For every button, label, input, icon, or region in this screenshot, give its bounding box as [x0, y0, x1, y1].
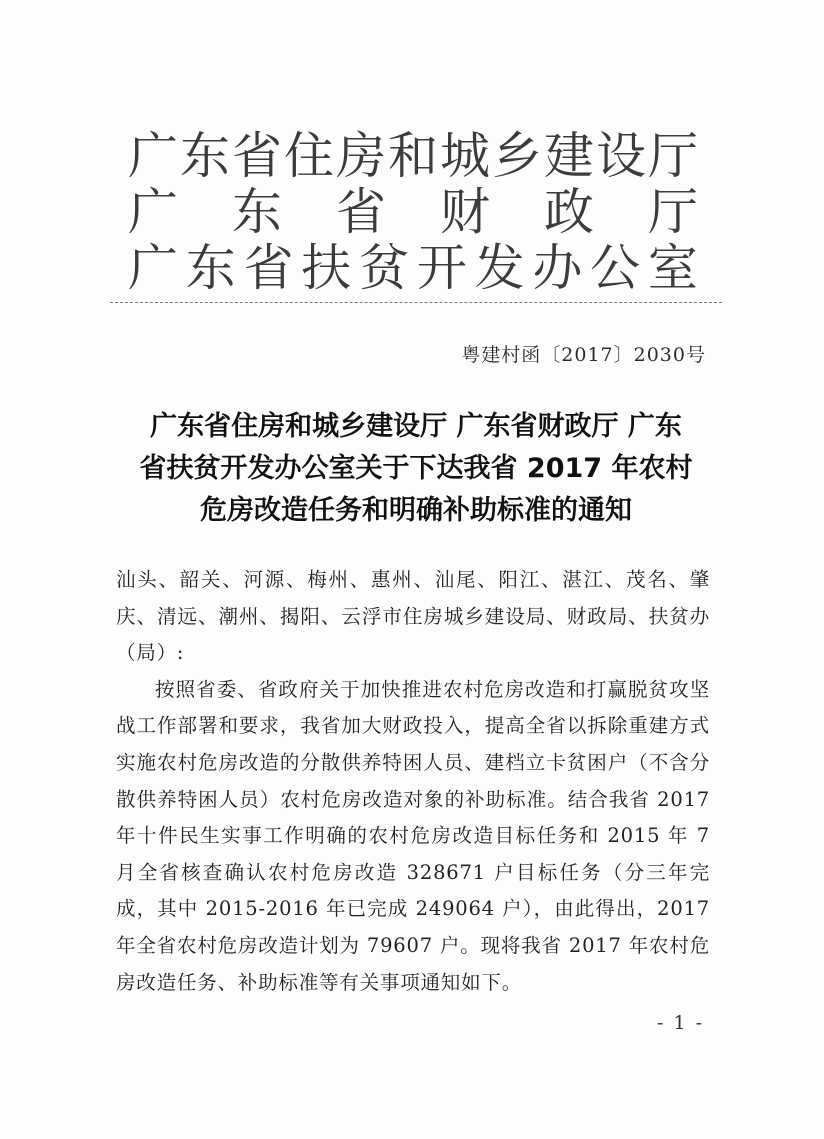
letterhead-char: 设 — [596, 127, 646, 185]
letterhead-char: 财 — [440, 183, 490, 241]
letterhead-char: 广 — [128, 127, 178, 185]
letterhead-divider — [110, 302, 722, 303]
letterhead-char: 住 — [284, 127, 334, 185]
letterhead-char: 省 — [243, 239, 294, 297]
letterhead-char: 厅 — [648, 127, 698, 185]
title-line-2: 省扶贫开发办公室关于下达我省 2017 年农村 — [139, 453, 693, 484]
letterhead-char: 开 — [416, 239, 467, 297]
letterhead — [128, 128, 698, 296]
letterhead-char: 贫 — [359, 239, 410, 297]
letterhead-char: 广 — [128, 239, 178, 297]
letterhead-char: 建 — [544, 127, 594, 185]
letterhead-char: 办 — [532, 239, 583, 297]
document-number: 粤建村函〔2017〕2030号 — [461, 344, 706, 366]
recipients: 汕头、韶关、河源、梅州、惠州、汕尾、阳江、湛江、茂名、肇庆、清远、潮州、揭阳、云浮市住房城乡建设局、财政局、扶贫办（局）: — [116, 568, 710, 665]
letterhead-char: 和 — [388, 127, 438, 185]
letterhead-char: 房 — [336, 127, 386, 185]
letterhead-char: 东 — [180, 127, 230, 185]
letterhead-char: 乡 — [492, 127, 542, 185]
letterhead-char: 东 — [185, 239, 236, 297]
document-body — [116, 562, 710, 1001]
letterhead-char: 广 — [128, 183, 178, 241]
title-line-1: 广东省住房和城乡建设厅 广东省财政厅 广东 — [150, 411, 682, 442]
title-line-3: 危房改造任务和明确补助标准的通知 — [200, 495, 632, 526]
letterhead-char: 扶 — [301, 239, 352, 297]
letterhead-char: 厅 — [648, 183, 698, 241]
letterhead-line-1 — [128, 128, 698, 184]
letterhead-char: 政 — [544, 183, 594, 241]
letterhead-line-3 — [128, 240, 698, 296]
letterhead-char: 公 — [590, 239, 641, 297]
letterhead-char: 省 — [336, 183, 386, 241]
document-title — [110, 406, 722, 532]
letterhead-char: 室 — [647, 239, 698, 297]
letterhead-char: 省 — [232, 127, 282, 185]
letterhead-line-2 — [128, 184, 698, 240]
letterhead-char: 东 — [232, 183, 282, 241]
letterhead-char: 城 — [440, 127, 490, 185]
page-number: - 1 - — [656, 1012, 704, 1034]
letterhead-char: 发 — [474, 239, 525, 297]
paragraph-1: 按照省委、省政府关于加快推进农村危房改造和打赢脱贫攻坚战工作部署和要求，我省加大财政投入，提高全省以拆除重建方式实施农村危房改造的分散供养特困人员、建档立卡贫困户（不含分散供养特困人员）农村危房改造对象的补助标准。结合我省 2017 年十件民生实事工作明确的农村危房改造目标任务和 2015 年 7 月全省核查确认农村危房改造 328671 户目标任务（分三年完成，其中 2015-2016 年已完成 249064 户），由此得出，2017 年全省农村危房改造计划为 79607 户。现将我省 2017 年农村危房改造任务、补助标准等有关事项通知如下。 — [116, 677, 710, 994]
